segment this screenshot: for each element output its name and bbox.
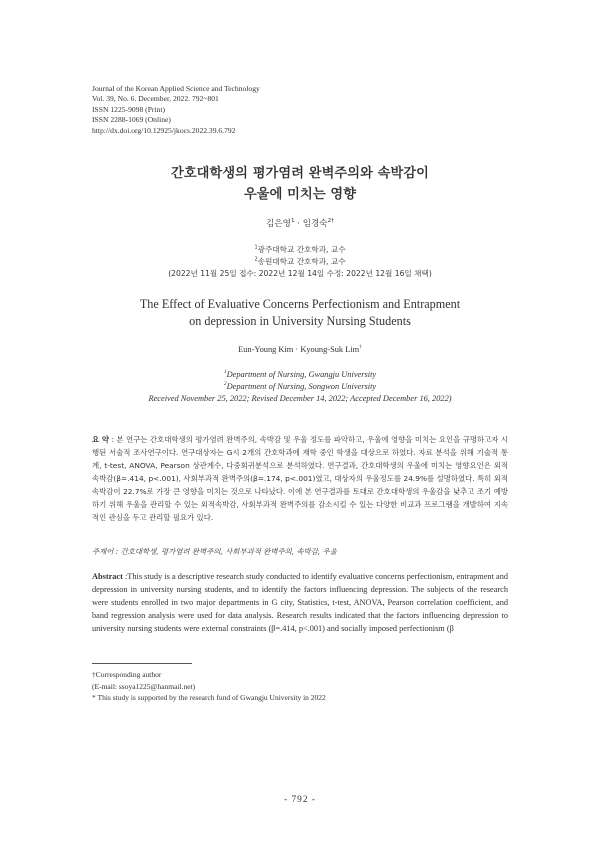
english-affiliation-1-sup: 1 — [223, 369, 227, 376]
english-author-separator: · — [293, 345, 301, 354]
journal-metadata — [92, 84, 260, 136]
korean-author-1-sup: 1 — [290, 218, 295, 225]
issn-print: ISSN 1225-9098 (Print) — [92, 104, 165, 114]
english-affiliation-1-text: Department of Nursing, Gwangju University — [226, 370, 377, 379]
footnotes — [92, 669, 326, 704]
english-abstract-text: :This study is a descriptive research study conducted to identify evaluative concerns perfectionism, entrapment and depression in university nursing students, and to identify the factors influencing depression. The subjects of the research were students enrolled in two major departments in G city, Statistics, t-test, ANOVA, Pearson correlation coefficient, and band regression analysis were used for data analysis. Research results indicated that the factors influencing depression to university nursing students were external constraints (β=.414, p<.001) and socially imposed perfectionism (β — [92, 572, 508, 634]
english-title-line1: The Effect of Evaluative Concerns Perfectionism and Entrapment — [139, 297, 461, 311]
korean-affiliation-2 — [0, 256, 600, 268]
korean-affiliation-2-sup: 2 — [254, 256, 258, 263]
korean-author-separator: · — [294, 219, 303, 229]
journal-volume: Vol. 39, No. 6. December, 2022. 792~801 — [92, 94, 219, 104]
footnote-divider — [92, 663, 192, 664]
korean-affiliation-2-text: 송원대학교 간호학과, 교수 — [257, 257, 346, 266]
korean-author-2-sup: 2† — [327, 218, 334, 225]
korean-authors — [0, 217, 600, 229]
page-number: - 792 - — [284, 795, 316, 805]
korean-affiliation-1 — [0, 244, 600, 256]
journal-name: Journal of the Korean Applied Science and Technology — [92, 84, 260, 93]
funding-note: * This study is supported by the research fund of Gwangju University in 2022 — [92, 693, 326, 703]
korean-affiliation-1-sup: 1 — [254, 244, 258, 251]
english-author-1: Eun-Young Kim — [238, 345, 294, 354]
corresponding-author: †Corresponding author — [92, 670, 162, 679]
korean-title — [0, 163, 600, 205]
english-author-2: Kyoung-Suk Lim — [300, 345, 360, 354]
korean-title-line1: 간호대학생의 평가염려 완벽주의와 속박감이 — [170, 166, 429, 181]
english-title — [0, 296, 600, 330]
korean-abstract-label: 요 약 — [92, 435, 109, 444]
english-dates: Received November 25, 2022; Revised December 14, 2022; Accepted December 16, 2022) — [148, 394, 452, 403]
english-abstract — [92, 570, 508, 635]
korean-abstract — [92, 433, 508, 524]
english-author-2-sup: † — [359, 344, 362, 351]
issn-online: ISSN 2288-1069 (Online) — [92, 115, 171, 125]
english-affiliations — [0, 369, 600, 405]
english-affiliation-2 — [0, 381, 600, 393]
english-affiliation-1 — [0, 369, 600, 381]
corresponding-email: (E-mail: ssoya1225@hanmail.net) — [92, 681, 196, 691]
english-authors — [0, 345, 600, 354]
english-affiliation-2-sup: 2 — [223, 381, 227, 388]
korean-author-1: 김은영 — [266, 219, 291, 229]
english-abstract-label: Abstract — [92, 572, 123, 581]
doi-link[interactable]: http://dx.doi.org/10.12925/jkocs.2022.39.6.792 — [92, 125, 236, 135]
korean-abstract-text: : 본 연구는 간호대학생의 평가염려 완벽주의, 속박감 및 우울 정도를 파악하고, 우울에 영향을 미치는 요인을 규명하고자 시행된 서술적 조사연구이다. 연구대상자는 G시 2개의 간호학과에 재학 중인 학생을 대상으로 하였다. 자료 분석을 위해 기술적 통계, t-test, ANOVA, Pearson 상관계수, 다중회귀분석으로 분석하였다. 연구결과, 간호대학생의 우울에 미치는 영향요인은 외적속박감(β=.414, p<.001), 사회부과적 완벽주의(β=.174, p<.001)였고, 대상자의 우울정도를 24.9%를 설명하였다. 특히 외적속박감이 22.7%로 가장 큰 영향을 미치는 것으로 나타났다. 이에 본 연구결과를 토대로 간호대학생의 우울감을 낮추고 조기 예방하기 위해 우울을 관리할 수 있는 외적속박감, 사회부과적 완벽주의를 감소시킬 수 있는 다양한 비교과 프로그램을 개발하여 지속적인 관심을 두고 관리할 필요가 있다. — [92, 435, 508, 522]
korean-keywords: 주제어 : 간호대학생, 평가염려 완벽주의, 사회부과적 완벽주의, 속박감, 우울 — [92, 547, 337, 556]
korean-title-line2: 우울에 미치는 영향 — [243, 187, 357, 202]
korean-affiliation-1-text: 광주대학교 간호학과, 교수 — [257, 245, 346, 254]
english-title-line2: on depression in University Nursing Students — [189, 314, 411, 328]
korean-dates: (2022년 11월 25일 접수: 2022년 12월 14일 수정: 2022년 12월 16일 채택) — [168, 269, 432, 278]
korean-affiliations — [0, 244, 600, 280]
korean-author-2: 임경숙 — [302, 219, 328, 229]
english-affiliation-2-text: Department of Nursing, Songwon University — [226, 382, 377, 391]
